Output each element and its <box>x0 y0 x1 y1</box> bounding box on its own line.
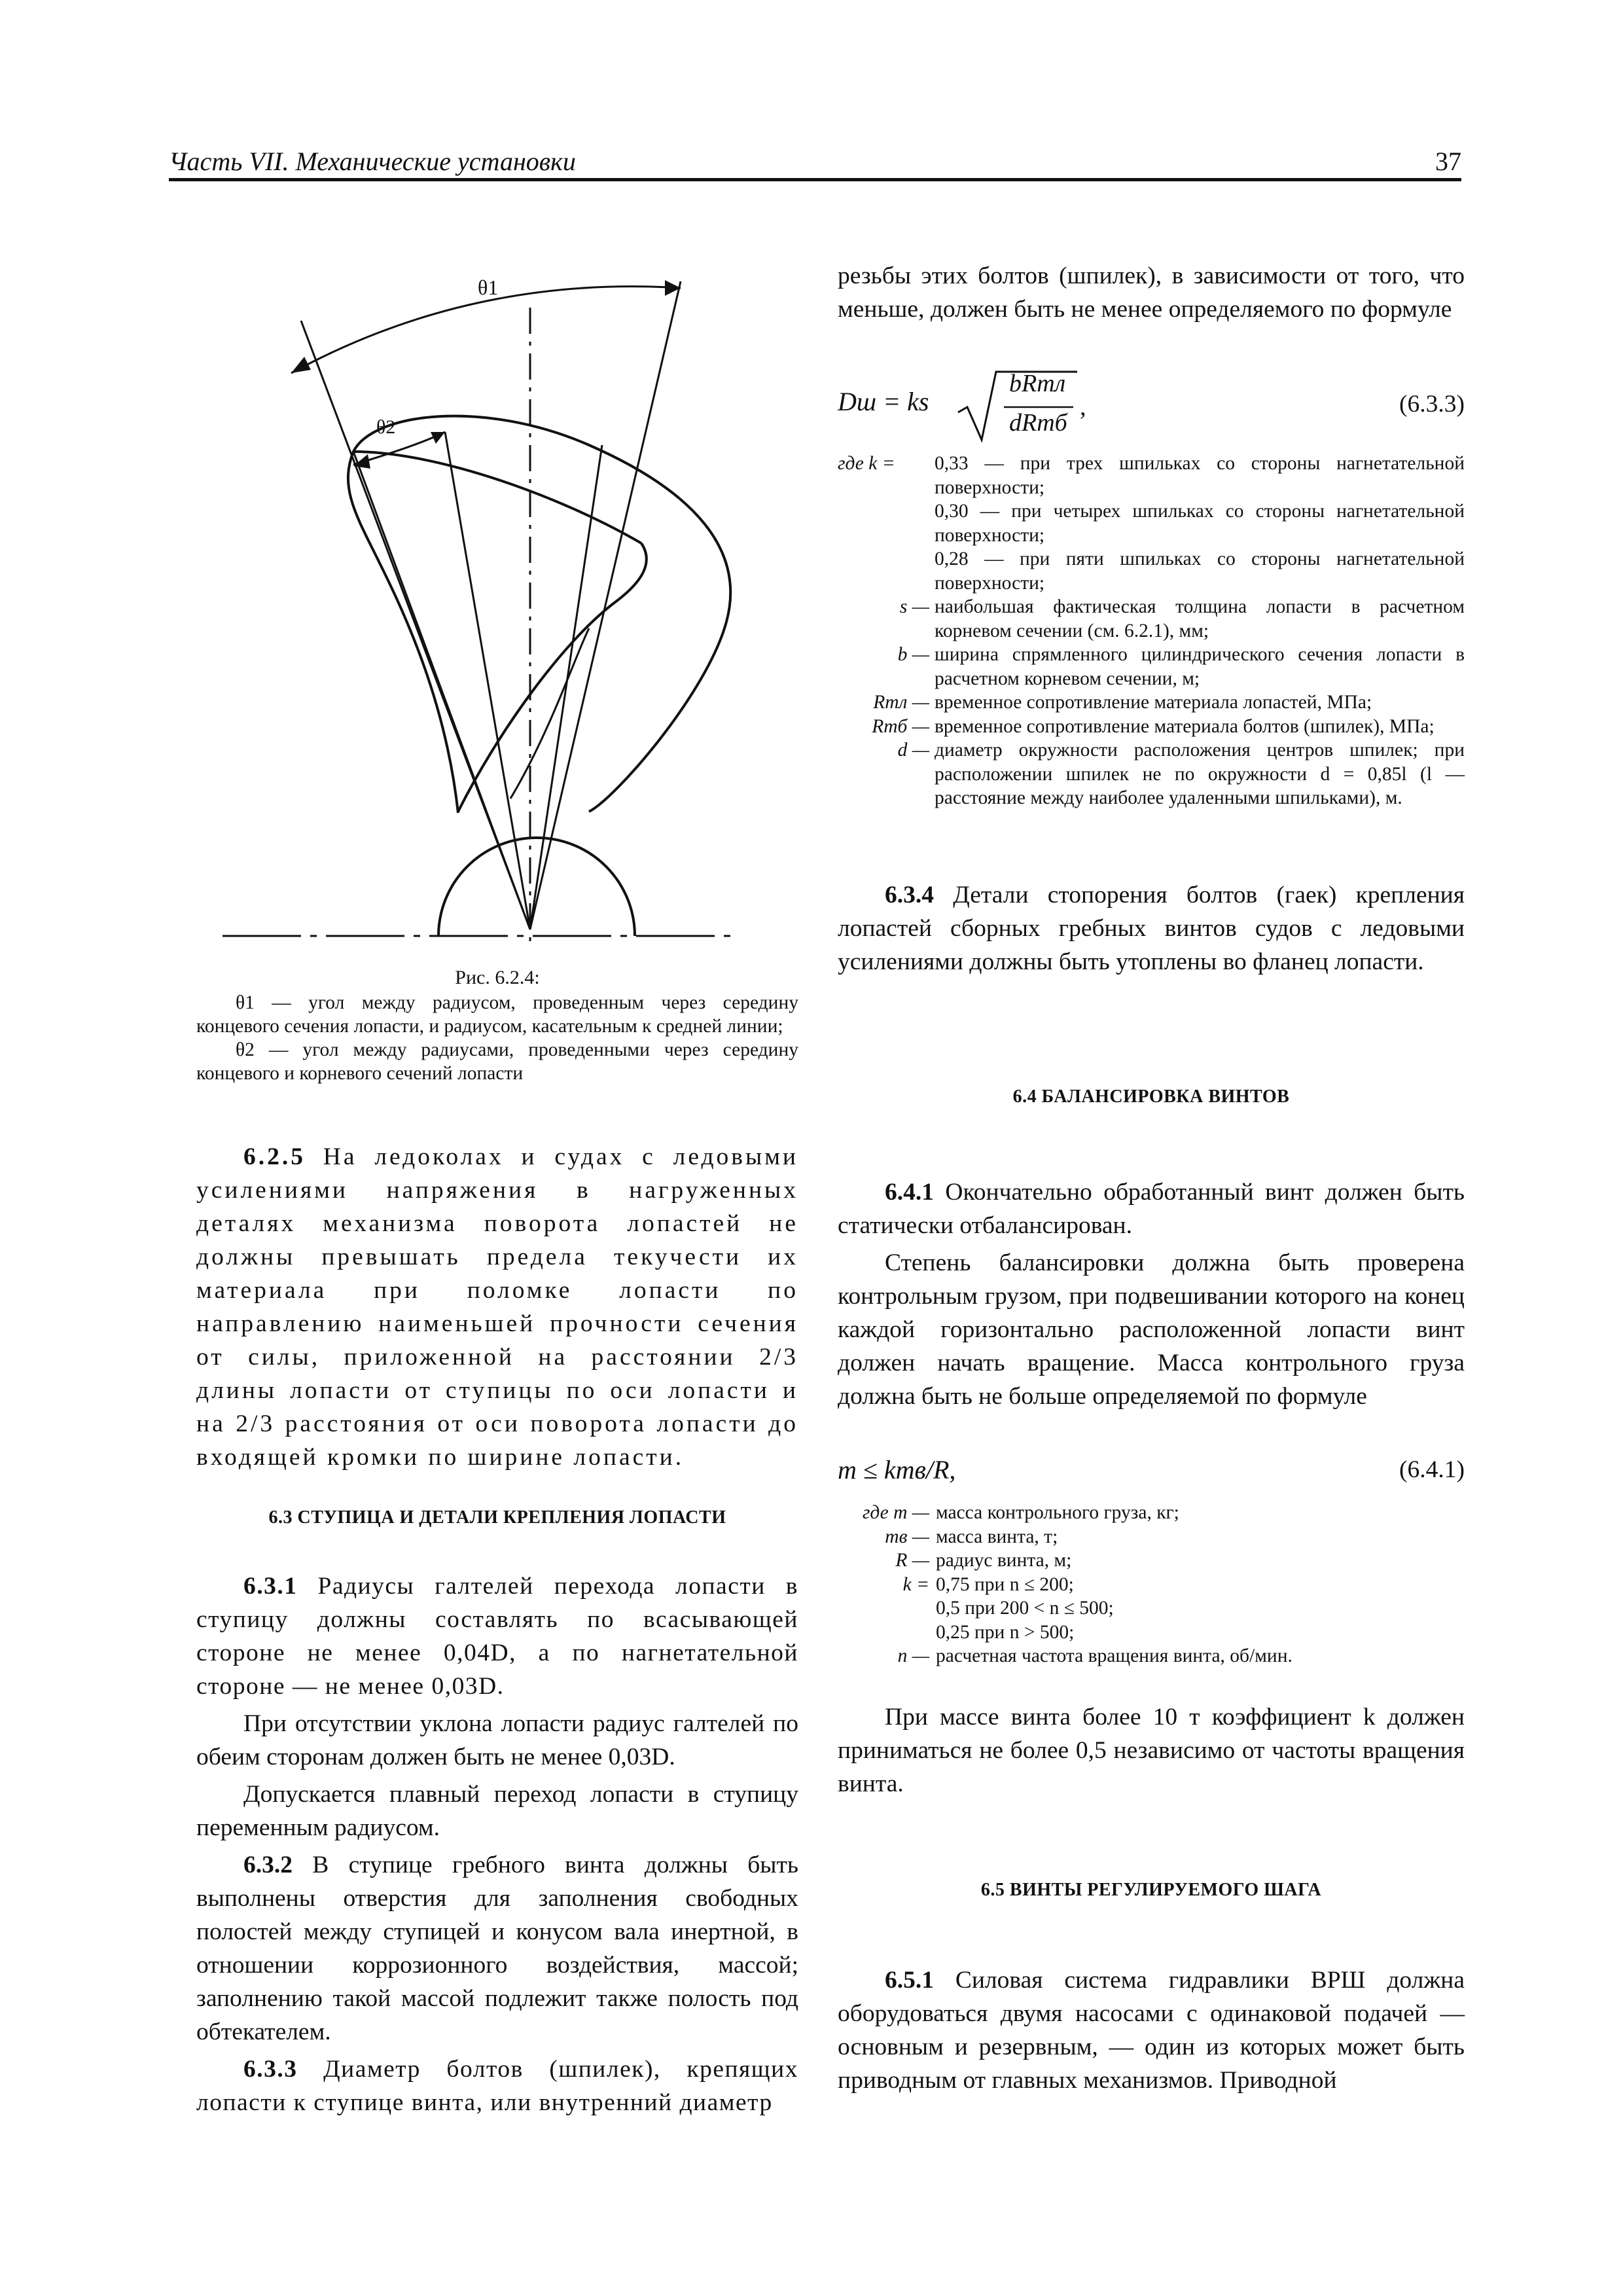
section-heading-6-3: 6.3 СТУПИЦА И ДЕТАЛИ КРЕПЛЕНИЯ ЛОПАСТИ <box>268 1507 726 1528</box>
caption-theta1: θ1 — угол между радиусом, проведенным через середину концевого сечения лопасти, и радиусом, касательным к средней линии; <box>196 992 798 1037</box>
formula-6-3-3: Dш = ks bRтл dRтб , (6.3.3) <box>838 367 1465 445</box>
paragraph-6-3-1-c: Допускается плавный переход лопасти в ступицу переменным радиусом. <box>196 1781 798 1841</box>
blade-outline <box>348 416 730 813</box>
paragraph-6-2-5: 6.2.5 На ледоколах и судах с ледовыми усилениями напряжения в нагруженных деталях механизма поворота лопастей не должны превышать предела текучести их материала при поломке лопасти по направлению наименьшей прочности сечения от силы, приложенной на расстоянии 2/3 длины лопасти от ступицы по оси лопасти и на 2/3 расстояния от оси поворота лопасти до входящей кромки по ширине лопасти. <box>196 1143 798 1471</box>
formula-number: (6.3.3) <box>1399 391 1465 418</box>
blade-drawing <box>223 236 759 949</box>
section-heading-6-5: 6.5 ВИНТЫ РЕГУЛИРУЕМОГО ШАГА <box>980 1880 1322 1900</box>
where-item: где m — масса контрольного груза, кг; <box>862 1502 1179 1523</box>
right-column-6-4 <box>838 1175 1465 1413</box>
where-item: 0,28 — при пяти шпильках со стороны нагнетательной поверхности; <box>935 548 1465 594</box>
paragraph-6-4-1-c: При массе винта более 10 т коэффициент k должен приниматься не более 0,5 независимо от частоты вращения винта. <box>838 1704 1465 1797</box>
where-item: где k = 0,33 — при трех шпильках со стороны нагнетательной поверхности; <box>838 453 1465 498</box>
formula-denominator: dRтб <box>1009 409 1067 437</box>
paragraph-6-3-4: 6.3.4 Детали стопорения болтов (гаек) крепления лопастей сборных гребных винтов судов с ледовыми усилениями должны быть утоплены во фланец лопасти. <box>838 882 1465 975</box>
left-column <box>196 1140 798 1474</box>
formula-numerator: bRтл <box>1009 370 1066 397</box>
where-item: Rтб — временное сопротивление материала болтов (шпилек), МПа; <box>872 715 1435 737</box>
section-6-3-heading-wrap <box>196 1507 798 1528</box>
section-heading-6-4: 6.4 БАЛАНСИРОВКА ВИНТОВ <box>1012 1086 1290 1107</box>
left-column-6-3 <box>196 1570 798 2119</box>
formula-lhs: Dш = ks <box>838 387 929 416</box>
where-item: b — ширина спрямленного цилиндрического сечения лопасти в расчетном корневом сечении, м; <box>897 644 1465 689</box>
where-item: 0,30 — при четырех шпильках со стороны нагнетательной поверхности; <box>935 501 1465 546</box>
paragraph-6-3-3: 6.3.3 Диаметр болтов (шпилек), крепящих лопасти к ступице винта, или внутренний диаметр <box>196 2056 798 2116</box>
where-item: n — расчетная частота вращения винта, об/мин. <box>897 1645 1293 1666</box>
paragraph-6-4-1-b: Степень балансировки должна быть проверена контрольным грузом, при подвешивании которого на конец каждой горизонтально расположенной лопасти винт должен начать вращение. Масса контрольного груза должна быть не больше определяемой по формуле <box>838 1249 1465 1410</box>
formula-number: (6.4.1) <box>1399 1456 1465 1483</box>
right-column-6-4-cont <box>838 1700 1465 1801</box>
where-item: 0,5 при 200 < n ≤ 500; <box>936 1598 1114 1619</box>
where-item: 0,25 при n > 500; <box>936 1621 1075 1643</box>
where-list-6-3-3 <box>838 452 1465 810</box>
right-column-6-5 <box>838 1964 1465 2097</box>
where-item: Rтл — временное сопротивление материала лопастей, МПа; <box>873 692 1372 713</box>
formula-6-4-1 <box>838 1454 1465 1494</box>
where-item: mв — масса винта, т; <box>885 1526 1058 1547</box>
theta1-arc <box>291 287 681 373</box>
where-item: s — наибольшая фактическая толщина лопасти в расчетном корневом сечении (см. 6.2.1), мм; <box>899 596 1465 641</box>
paragraph-6-3-3-continued: резьбы этих болтов (шпилек), в зависимости от того, что меньше, должен быть не менее определяемого по формуле <box>838 262 1465 323</box>
header-rule <box>169 178 1461 181</box>
propeller-blade-figure <box>223 236 759 949</box>
section-6-4-heading-wrap <box>838 1086 1465 1107</box>
right-column-top <box>838 259 1465 326</box>
where-item: R — радиус винта, м; <box>895 1550 1072 1571</box>
paragraph-6-4-1: 6.4.1 Окончательно обработанный винт должен быть статически отбалансирован. <box>838 1179 1465 1239</box>
paragraph-6-5-1: 6.5.1 Силовая система гидравлики ВРШ должна оборудоваться двумя насосами с одинаковой подачей — основным и резервным, — один из которых может быть приводным от главных механизмов. Приводной <box>838 1967 1465 2094</box>
theta1-label: θ1 <box>478 276 499 299</box>
right-column-6-3-4 <box>838 878 1465 978</box>
paragraph-6-3-1-b: При отсутствии уклона лопасти радиус галтелей по обеим сторонам должен быть не менее 0,03D. <box>196 1710 798 1770</box>
clause-number: 6.2.5 <box>243 1143 306 1170</box>
paragraph-6-3-1: 6.3.1 Радиусы галтелей перехода лопасти в ступицу должны составлять по всасывающей стороне не менее 0,04D, а по нагнетательной стороне — не менее 0,03D. <box>196 1573 798 1700</box>
where-item: k = 0,75 при n ≤ 200; <box>902 1573 1074 1595</box>
where-list-6-4-1 <box>838 1501 1465 1668</box>
formula-lhs: m ≤ kmв/R, <box>838 1455 956 1484</box>
caption-title: Рис. 6.2.4: <box>455 967 540 988</box>
figure-caption <box>196 966 798 1085</box>
header-title: Часть VII. Механические установки <box>169 147 576 176</box>
theta2-label: θ2 <box>376 416 396 438</box>
section-6-5-heading-wrap <box>838 1880 1465 1901</box>
page-number: 37 <box>1435 147 1461 176</box>
caption-theta2: θ2 — угол между радиусами, проведенными через середину концевого и корневого сечений лопасти <box>196 1039 798 1084</box>
where-item: d — диаметр окружности расположения центров шпилек; при расположении шпилек не по окружности d = 0,85l (l — расстояние между наиболее удаленными шпильками), м. <box>897 740 1465 808</box>
paragraph-6-3-2: 6.3.2 В ступице гребного винта должны быть выполнены отверстия для заполнения свободных полостей между ступицей и конусом вала инертной, в отношении коррозионного воздействия, массой; заполнению такой массой подлежит также полость под обтекателем. <box>196 1852 798 2045</box>
running-header <box>169 137 1461 181</box>
